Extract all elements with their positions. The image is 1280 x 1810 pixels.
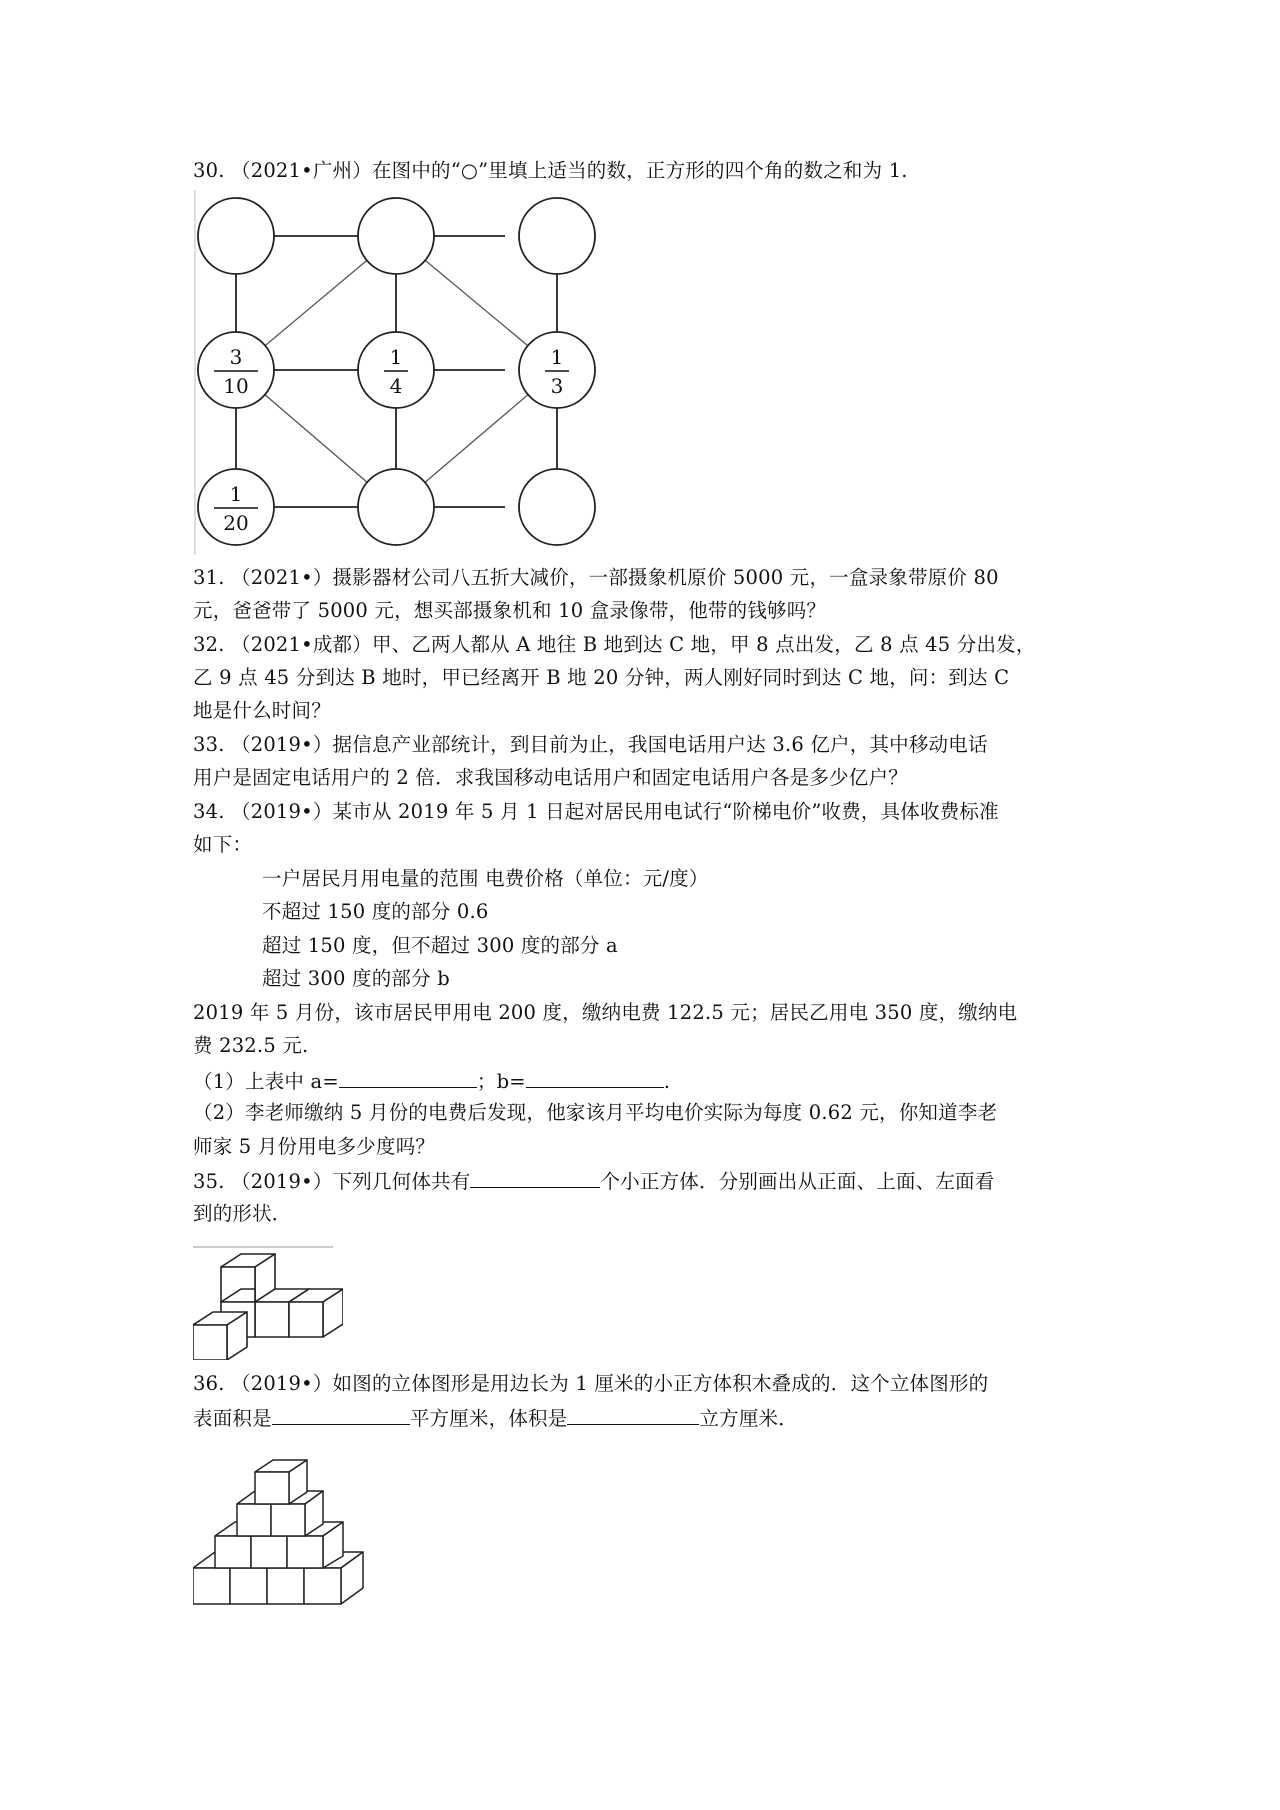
fraction-denominator: 4 [389, 374, 403, 398]
q36-line1: 36. （2019•）如图的立体图形是用边长为 1 厘米的小正方体积木叠成的．这个立体图形的 [193, 1372, 989, 1395]
fraction-numerator: 1 [389, 345, 403, 369]
q35-cube-stack-figure [193, 1245, 343, 1360]
q34-line4: 费 232.5 元. [193, 1034, 309, 1057]
fraction-numerator: 1 [550, 345, 564, 369]
q34-sub2-line1: （2）李老师缴纳 5 月份的电费后发现，他家该月平均电价实际为每度 0.62 元，你知道李老 [193, 1101, 998, 1124]
q34-sub1 [193, 1065, 670, 1097]
q36-pyramid-figure [193, 1440, 383, 1610]
circle-node [519, 198, 595, 274]
fraction-denominator: 20 [223, 511, 249, 535]
answer-blank-surface-area[interactable] [272, 1402, 410, 1425]
sub1-label: （1）上表中 a= [193, 1070, 339, 1093]
q36-line2-a: 表面积是 [193, 1407, 272, 1430]
circle-node [358, 198, 434, 274]
price-table-row: 超过 300 度的部分 b [262, 967, 450, 990]
fraction-numerator: 3 [229, 345, 243, 369]
q36-line2-c: 立方厘米． [699, 1407, 798, 1430]
q34-sub2-line2: 师家 5 月份用电多少度吗？ [193, 1135, 436, 1158]
q35-line1-b: 个小正方体．分别画出从正面、上面、左面看 [600, 1170, 995, 1193]
q35-line1-a: 35. （2019•）下列几何体共有 [193, 1170, 471, 1193]
circle-node [358, 469, 434, 545]
answer-blank-b[interactable] [526, 1065, 664, 1088]
circle-node [198, 198, 274, 274]
q32-line2: 乙 9 点 45 分到达 B 地时，甲已经离开 B 地 20 分钟，两人刚好同时到达 C 地，问：到达 C [193, 666, 1010, 689]
answer-blank-a[interactable] [339, 1065, 477, 1088]
answer-blank-cube-count[interactable] [470, 1165, 600, 1188]
q30-circle-figure [190, 190, 610, 560]
q32-line3: 地是什么时间？ [193, 699, 331, 722]
q36-line2 [193, 1402, 798, 1434]
q31-line1: 31. （2021•）摄影器材公司八五折大减价，一部摄象机原价 5000 元，一盒录象带原价 80 [193, 566, 999, 589]
q32-line1: 32. （2021•成都）甲、乙两人都从 A 地往 B 地到达 C 地，甲 8 点出发，乙 8 点 45 分出发， [193, 633, 1036, 656]
q36-line2-b: 平方厘米，体积是 [409, 1407, 568, 1430]
fraction-numerator: 1 [229, 482, 243, 506]
price-table-row: 不超过 150 度的部分 0.6 [262, 900, 489, 923]
answer-blank-volume[interactable] [567, 1402, 699, 1425]
q33-line1: 33. （2019•）据信息产业部统计，到目前为止，我国电话用户达 3.6 亿户，其中移动电话 [193, 733, 988, 756]
circle-node [519, 469, 595, 545]
fraction-denominator: 10 [223, 374, 249, 398]
fraction-denominator: 3 [550, 374, 564, 398]
q35-line2: 到的形状． [193, 1202, 292, 1225]
q31-line2: 元，爸爸带了 5000 元，想买部摄象机和 10 盒录像带，他带的钱够吗？ [193, 599, 827, 622]
q34-line1: 34. （2019•）某市从 2019 年 5 月 1 日起对居民用电试行“阶梯电价”收费，具体收费标准 [193, 800, 999, 823]
q34-line2: 如下： [193, 833, 253, 856]
price-table-header: 一户居民月用电量的范围 电费价格（单位：元/度） [262, 867, 709, 890]
q35-line1 [193, 1165, 994, 1197]
q34-line3: 2019 年 5 月份，该市居民甲用电 200 度，缴纳电费 122.5 元；居民乙用电 350 度，缴纳电 [193, 1001, 1018, 1024]
sub1-end: . [663, 1070, 671, 1093]
q33-line2: 用户是固定电话用户的 2 倍．求我国移动电话用户和固定电话用户各是多少亿户？ [193, 766, 908, 789]
sub1-sep: ；b= [476, 1070, 526, 1093]
q30-text: 30. （2021•广州）在图中的“○”里填上适当的数，正方形的四个角的数之和为 1. [193, 159, 908, 182]
price-table-row: 超过 150 度，但不超过 300 度的部分 a [262, 934, 618, 957]
